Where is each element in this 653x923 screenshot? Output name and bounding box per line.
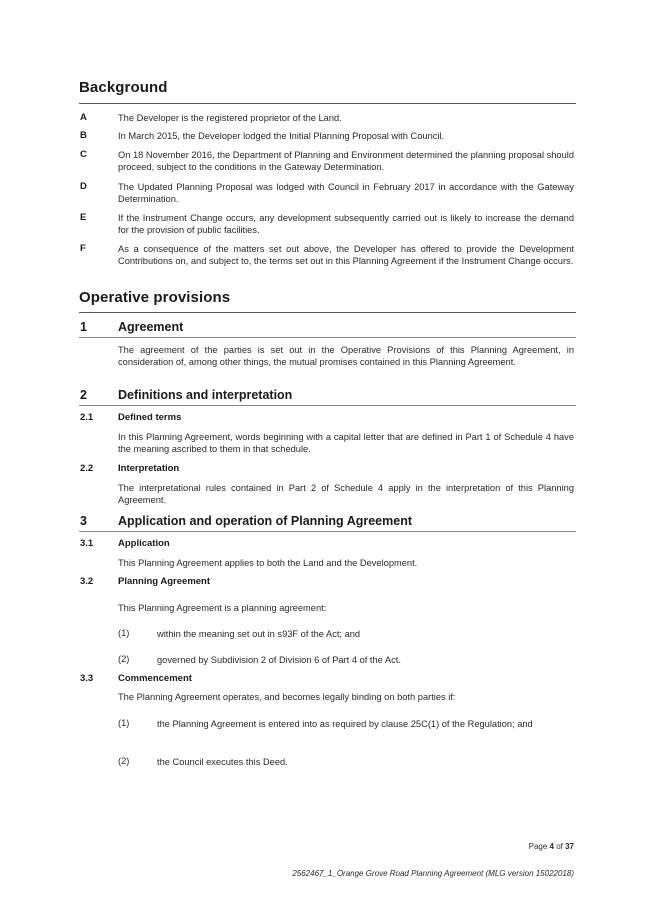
- section-number: 3: [80, 514, 87, 528]
- recital-text: If the Instrument Change occurs, any development subsequently carried out is likely to increase the demand for the provision of public facilities.: [118, 213, 574, 235]
- subsection-title: Commencement: [118, 673, 192, 684]
- recital-text: As a consequence of the matters set out above, the Developer has offered to provide the Development Contributions on, and subject to, the terms set out in this Planning Agreement if the Instrument Change occurs.: [118, 244, 574, 266]
- section-number: 1: [80, 320, 87, 334]
- subsection-text: This Planning Agreement is a planning agreement:: [118, 603, 327, 613]
- recital-text: The Updated Planning Proposal was lodged with Council in February 2017 in accordance with the Gateway Determination.: [118, 182, 574, 204]
- subsection-text: This Planning Agreement applies to both the Land and the Development.: [118, 558, 418, 568]
- section-rule: [79, 531, 576, 532]
- subsection-title: Defined terms: [118, 412, 182, 423]
- recital-text: The Developer is the registered proprietor of the Land.: [118, 113, 342, 123]
- subsection-title: Application: [118, 538, 170, 549]
- section-rule: [79, 337, 576, 338]
- list-item: governed by Subdivision 2 of Division 6 of Part 4 of the Act.: [157, 655, 401, 665]
- heading-rule: [79, 312, 576, 313]
- recital-letter: C: [80, 149, 87, 160]
- section-rule: [79, 405, 576, 406]
- list-item: the Council executes this Deed.: [157, 757, 288, 767]
- subsection-number: 3.2: [80, 576, 94, 587]
- subsection-number: 2.2: [80, 463, 94, 474]
- subsection-title: Planning Agreement: [118, 576, 211, 587]
- subsection-text: In this Planning Agreement, words beginning with a capital letter that are defined in Part 1 of Schedule 4 have the meaning ascribed to them in that schedule.: [118, 432, 574, 454]
- section-title: Definitions and interpretation: [118, 388, 293, 402]
- section-number: 2: [80, 388, 87, 402]
- background-heading: Background: [79, 79, 168, 96]
- section-text: The agreement of the parties is set out in the Operative Provisions of this Planning Agreement, in consideration of, among other things, the mutual promises contained in this Planning Agreement.: [118, 345, 574, 367]
- recital-letter: D: [80, 181, 87, 192]
- list-number: (2): [118, 654, 130, 664]
- operative-heading: Operative provisions: [79, 289, 231, 306]
- recital-text: On 18 November 2016, the Department of Planning and Environment determined the planning proposal should proceed, subject to the conditions in the Gateway Determination.: [118, 150, 574, 172]
- subsection-number: 3.1: [80, 538, 94, 549]
- page-number: [529, 842, 574, 851]
- document-reference: 2562467_1_Orange Grove Road Planning Agreement (MLG version 15022018): [292, 869, 574, 878]
- recital-letter: B: [80, 130, 87, 141]
- list-number: (1): [118, 628, 130, 638]
- recital-letter: F: [80, 243, 86, 254]
- recital-text: In March 2015, the Developer lodged the Initial Planning Proposal with Council.: [118, 131, 445, 141]
- recital-letter: A: [80, 112, 87, 123]
- current-page: 4: [549, 842, 554, 851]
- subsection-text: The Planning Agreement operates, and becomes legally binding on both parties if:: [118, 692, 456, 702]
- subsection-text: The interpretational rules contained in Part 2 of Schedule 4 apply in the interpretation of this Planning Agreement.: [118, 483, 574, 505]
- total-pages: 37: [565, 842, 574, 851]
- list-item: the Planning Agreement is entered into as required by clause 25C(1) of the Regulation; and: [157, 719, 533, 729]
- page-of: of: [553, 842, 566, 851]
- list-number: (2): [118, 756, 130, 766]
- subsection-number: 3.3: [80, 673, 94, 684]
- subsection-number: 2.1: [80, 412, 94, 423]
- page-prefix: Page: [528, 842, 550, 851]
- section-title: Application and operation of Planning Agreement: [118, 514, 412, 528]
- list-number: (1): [118, 718, 130, 728]
- section-title: Agreement: [118, 320, 184, 334]
- heading-rule: [79, 103, 576, 104]
- list-item: within the meaning set out in s93F of the Act; and: [157, 629, 361, 639]
- recital-letter: E: [80, 212, 87, 223]
- subsection-title: Interpretation: [118, 463, 180, 474]
